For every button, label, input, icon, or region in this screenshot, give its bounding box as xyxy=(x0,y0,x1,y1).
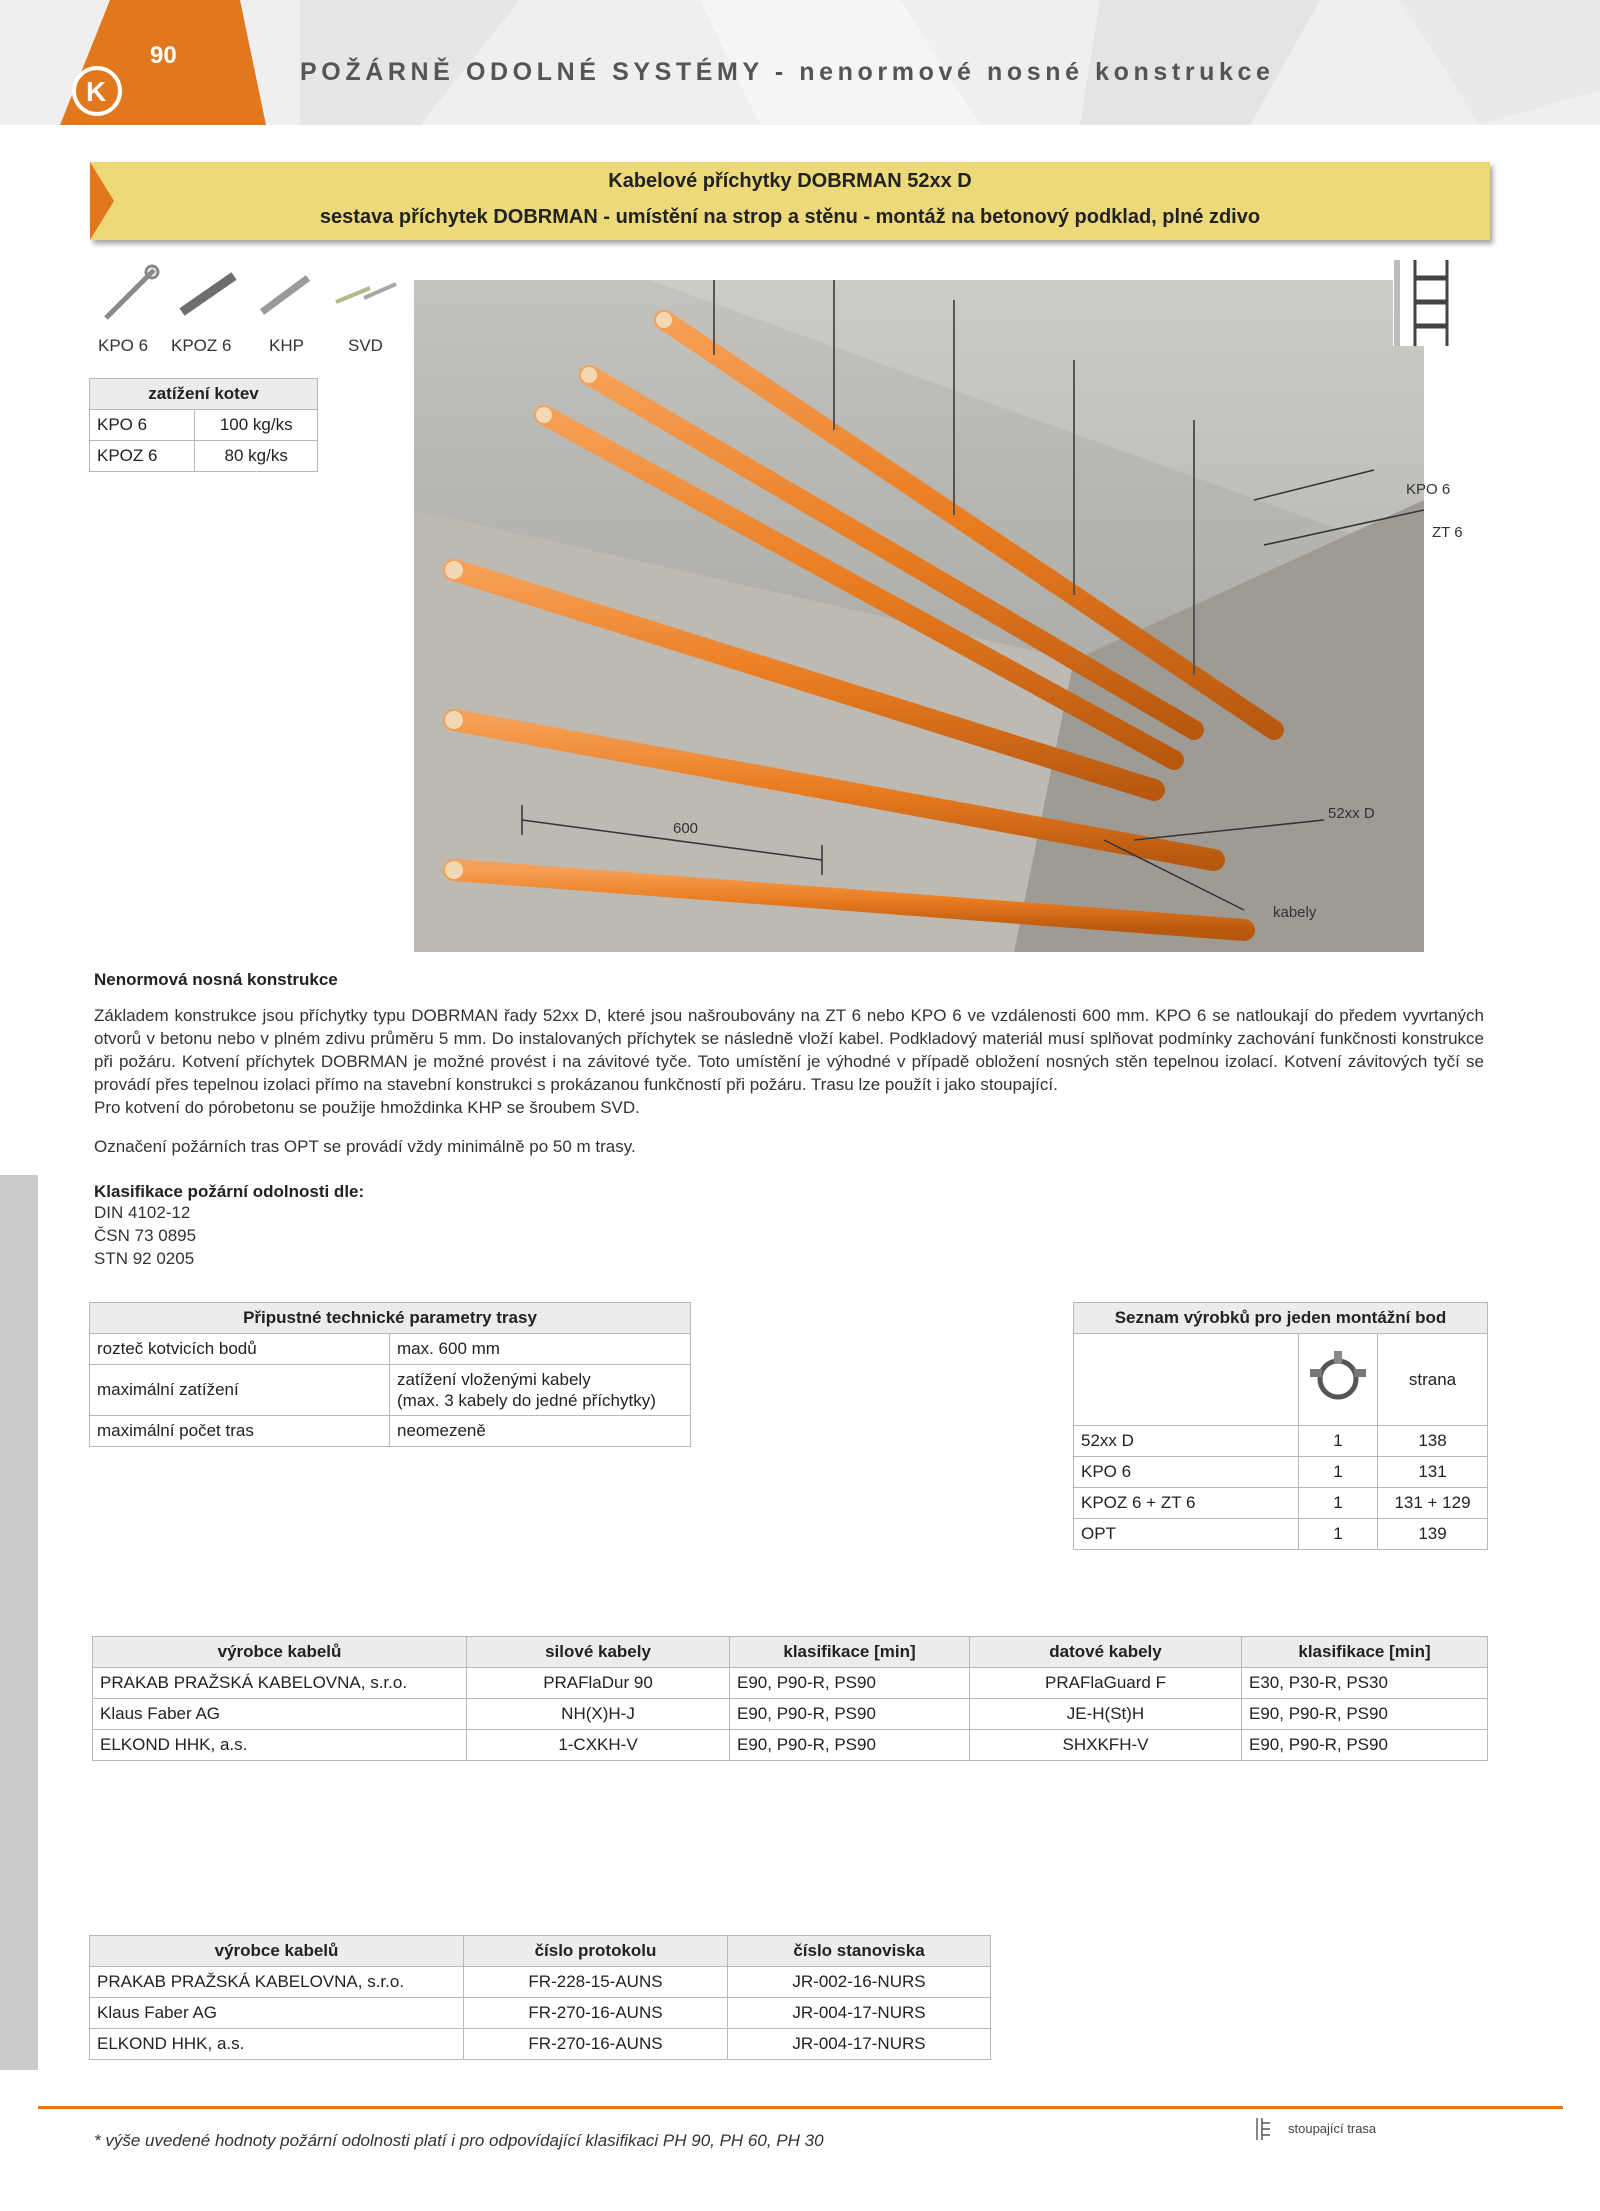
rising-route-icon xyxy=(1254,2118,1272,2140)
classification-cell: E90, P90-R, PS90 xyxy=(1242,1730,1488,1761)
anchor-label: SVD xyxy=(348,336,383,355)
product-name: OPT xyxy=(1074,1519,1299,1550)
protocol-number-cell: FR-270-16-AUNS xyxy=(464,1998,728,2029)
sidebar-bar xyxy=(0,1175,38,2070)
product-name: KPOZ 6 + ZT 6 xyxy=(1074,1488,1299,1519)
column-header: datové kabely xyxy=(970,1637,1242,1668)
section-heading: Nenormová nosná konstrukce xyxy=(94,970,338,989)
product-name: KPO 6 xyxy=(1074,1457,1299,1488)
product-qty: 1 xyxy=(1299,1426,1378,1457)
classification-cell: E90, P90-R, PS90 xyxy=(730,1668,970,1699)
column-header: klasifikace [min] xyxy=(730,1637,970,1668)
classification-cell: E90, P90-R, PS90 xyxy=(730,1730,970,1761)
statement-number-cell: JR-002-16-NURS xyxy=(728,1967,991,1998)
page-title: POŽÁRNĚ ODOLNÉ SYSTÉMY - nenormové nosné konstrukce xyxy=(300,58,1275,86)
param-name: maximální počet tras xyxy=(90,1416,390,1447)
product-qty: 1 xyxy=(1299,1457,1378,1488)
param-name: maximální zatížení xyxy=(90,1365,390,1416)
installation-photo xyxy=(414,260,1424,952)
product-page: 138 xyxy=(1378,1426,1488,1457)
table-row xyxy=(90,2029,991,2060)
callout-distance: 600 xyxy=(673,820,699,837)
table-row xyxy=(90,1416,691,1447)
manufacturer-cell: PRAKAB PRAŽSKÁ KABELOVNA, s.r.o. xyxy=(90,1967,464,1998)
param-value-note: (max. 3 kabely do jedné příchytky) xyxy=(397,1391,656,1410)
anchor-load: 80 kg/ks xyxy=(195,441,318,472)
table-row xyxy=(90,1967,991,1998)
table-row xyxy=(1074,1457,1488,1488)
table-row xyxy=(93,1730,1488,1761)
manufacturer-cell: ELKOND HHK, a.s. xyxy=(90,2029,464,2060)
kpo6-anchor-icon xyxy=(94,262,166,326)
column-header: výrobce kabelů xyxy=(90,1936,464,1967)
callout-zt6: ZT 6 xyxy=(1432,524,1463,541)
anchor-label: KHP xyxy=(269,336,304,355)
data-cable-cell: PRAFlaGuard F xyxy=(970,1668,1242,1699)
table-header: Seznam výrobků pro jeden montážní bod xyxy=(1074,1303,1488,1334)
column-header: číslo protokolu xyxy=(464,1936,728,1967)
column-header: klasifikace [min] xyxy=(1242,1637,1488,1668)
table-row xyxy=(93,1699,1488,1730)
anchor-load: 100 kg/ks xyxy=(195,410,318,441)
page-number: 90 xyxy=(150,42,177,69)
footer-rule xyxy=(38,2106,1563,2109)
standard-item: STN 92 0205 xyxy=(94,1249,195,1268)
table-row xyxy=(93,1668,1488,1699)
param-value: neomezeně xyxy=(390,1416,691,1447)
manufacturer-cell: ELKOND HHK, a.s. xyxy=(93,1730,467,1761)
power-cable-cell: PRAFlaDur 90 xyxy=(467,1668,730,1699)
standard-item: DIN 4102-12 xyxy=(94,1203,191,1222)
statement-number-cell: JR-004-17-NURS xyxy=(728,1998,991,2029)
data-cable-cell: SHXKFH-V xyxy=(970,1730,1242,1761)
table-header: zatížení kotev xyxy=(90,379,318,410)
anchor-label: KPOZ 6 xyxy=(171,336,232,355)
banner-subtitle: sestava příchytek DOBRMAN - umístění na strop a stěnu - montáž na betonový podklad, plné zdivo xyxy=(319,206,1261,228)
legend-label: stoupající trasa xyxy=(1288,2121,1377,2136)
section-paragraph-2: Pro kotvení do pórobetonu se použije hmoždinka KHP se šroubem SVD. xyxy=(94,1098,640,1117)
param-value: max. 600 mm xyxy=(390,1334,691,1365)
footnote: * výše uvedené hodnoty požární odolnosti platí i pro odpovídající klasifikaci PH 90, PH 60, PH 30 xyxy=(94,2131,824,2150)
table-row xyxy=(90,1365,691,1416)
table-row xyxy=(90,441,318,472)
table-row xyxy=(1074,1488,1488,1519)
opt-note: Označení požárních tras OPT se provádí vždy minimálně po 50 m trasy. xyxy=(94,1137,636,1156)
banner-title: Kabelové příchytky DOBRMAN 52xx D xyxy=(608,170,972,192)
column-header: silové kabely xyxy=(467,1637,730,1668)
product-name: 52xx D xyxy=(1074,1426,1299,1457)
table-row xyxy=(1074,1519,1488,1550)
power-cable-cell: NH(X)H-J xyxy=(467,1699,730,1730)
power-cable-cell: 1-CXKH-V xyxy=(467,1730,730,1761)
standard-item: ČSN 73 0895 xyxy=(94,1226,197,1245)
product-qty: 1 xyxy=(1299,1519,1378,1550)
column-header: výrobce kabelů xyxy=(93,1637,467,1668)
classification-heading: Klasifikace požární odolnosti dle: xyxy=(94,1182,365,1201)
column-header: číslo stanoviska xyxy=(728,1936,991,1967)
company-logo: K xyxy=(72,66,122,116)
cables-classification-table xyxy=(92,1636,1488,1761)
table-row xyxy=(90,1334,691,1365)
product-qty: 1 xyxy=(1299,1488,1378,1519)
protocol-table xyxy=(89,1935,991,2060)
section-paragraph: Základem konstrukce jsou příchytky typu DOBRMAN řady 52xx D, které jsou našroubovány na ZT 6 nebo KPO 6 ve vzdálenosti 600 mm. KPO 6 se natloukají do předem vyvrtaných otvorů v betonu nebo v plném zdivu průměru 5 mm. Do instalovaných příchytek se následně vloží kabel. Podkladový materiál musí splňovat podmínky zachování funkčnosti konstrukce při požáru. Kotvení příchytek DOBRMAN je možné provést i na závitové tyče. Toto umístění je výhodné v případě obložení nosných stěn tepelnou izolací. Kotvení závitových tyčí se provádí přes tepelnou izolaci přímo na stavební konstrukci s prokázanou funkčností při požáru. Trasu lze použít i jako stoupající. xyxy=(94,1006,1484,1094)
classification-cell: E90, P90-R, PS90 xyxy=(1242,1699,1488,1730)
table-row xyxy=(1074,1334,1488,1426)
anchor-name: KPOZ 6 xyxy=(90,441,195,472)
manufacturer-cell: PRAKAB PRAŽSKÁ KABELOVNA, s.r.o. xyxy=(93,1668,467,1699)
svd-screw-icon xyxy=(330,262,402,326)
product-page: 131 + 129 xyxy=(1378,1488,1488,1519)
anchor-load-table xyxy=(89,378,318,472)
statement-number-cell: JR-004-17-NURS xyxy=(728,2029,991,2060)
table-row xyxy=(90,410,318,441)
route-parameters-table xyxy=(89,1302,691,1447)
products-table xyxy=(1073,1302,1488,1550)
kpoz6-anchor-icon xyxy=(172,262,244,326)
protocol-number-cell: FR-228-15-AUNS xyxy=(464,1967,728,1998)
anchor-label: KPO 6 xyxy=(98,336,149,355)
rising-route-diagram-icon xyxy=(1393,260,1477,346)
classification-cell: E90, P90-R, PS90 xyxy=(730,1699,970,1730)
khp-dowel-icon xyxy=(250,262,322,326)
protocol-number-cell: FR-270-16-AUNS xyxy=(464,2029,728,2060)
callout-clip: 52xx D xyxy=(1328,805,1375,822)
product-page: 131 xyxy=(1378,1457,1488,1488)
callout-kpo6: KPO 6 xyxy=(1406,481,1451,498)
anchor-name: KPO 6 xyxy=(90,410,195,441)
clip-product-icon xyxy=(1306,1345,1370,1409)
product-page: 139 xyxy=(1378,1519,1488,1550)
table-row xyxy=(1074,1426,1488,1457)
table-header: Připustné technické parametry trasy xyxy=(90,1303,691,1334)
page-column-header: strana xyxy=(1378,1334,1488,1426)
manufacturer-cell: Klaus Faber AG xyxy=(90,1998,464,2029)
data-cable-cell: JE-H(St)H xyxy=(970,1699,1242,1730)
param-name: rozteč kotvicích bodů xyxy=(90,1334,390,1365)
callout-cables: kabely xyxy=(1273,904,1317,921)
table-row xyxy=(90,1998,991,2029)
classification-cell: E30, P30-R, PS30 xyxy=(1242,1668,1488,1699)
manufacturer-cell: Klaus Faber AG xyxy=(93,1699,467,1730)
param-value: zatížení vloženými kabely xyxy=(397,1370,591,1389)
